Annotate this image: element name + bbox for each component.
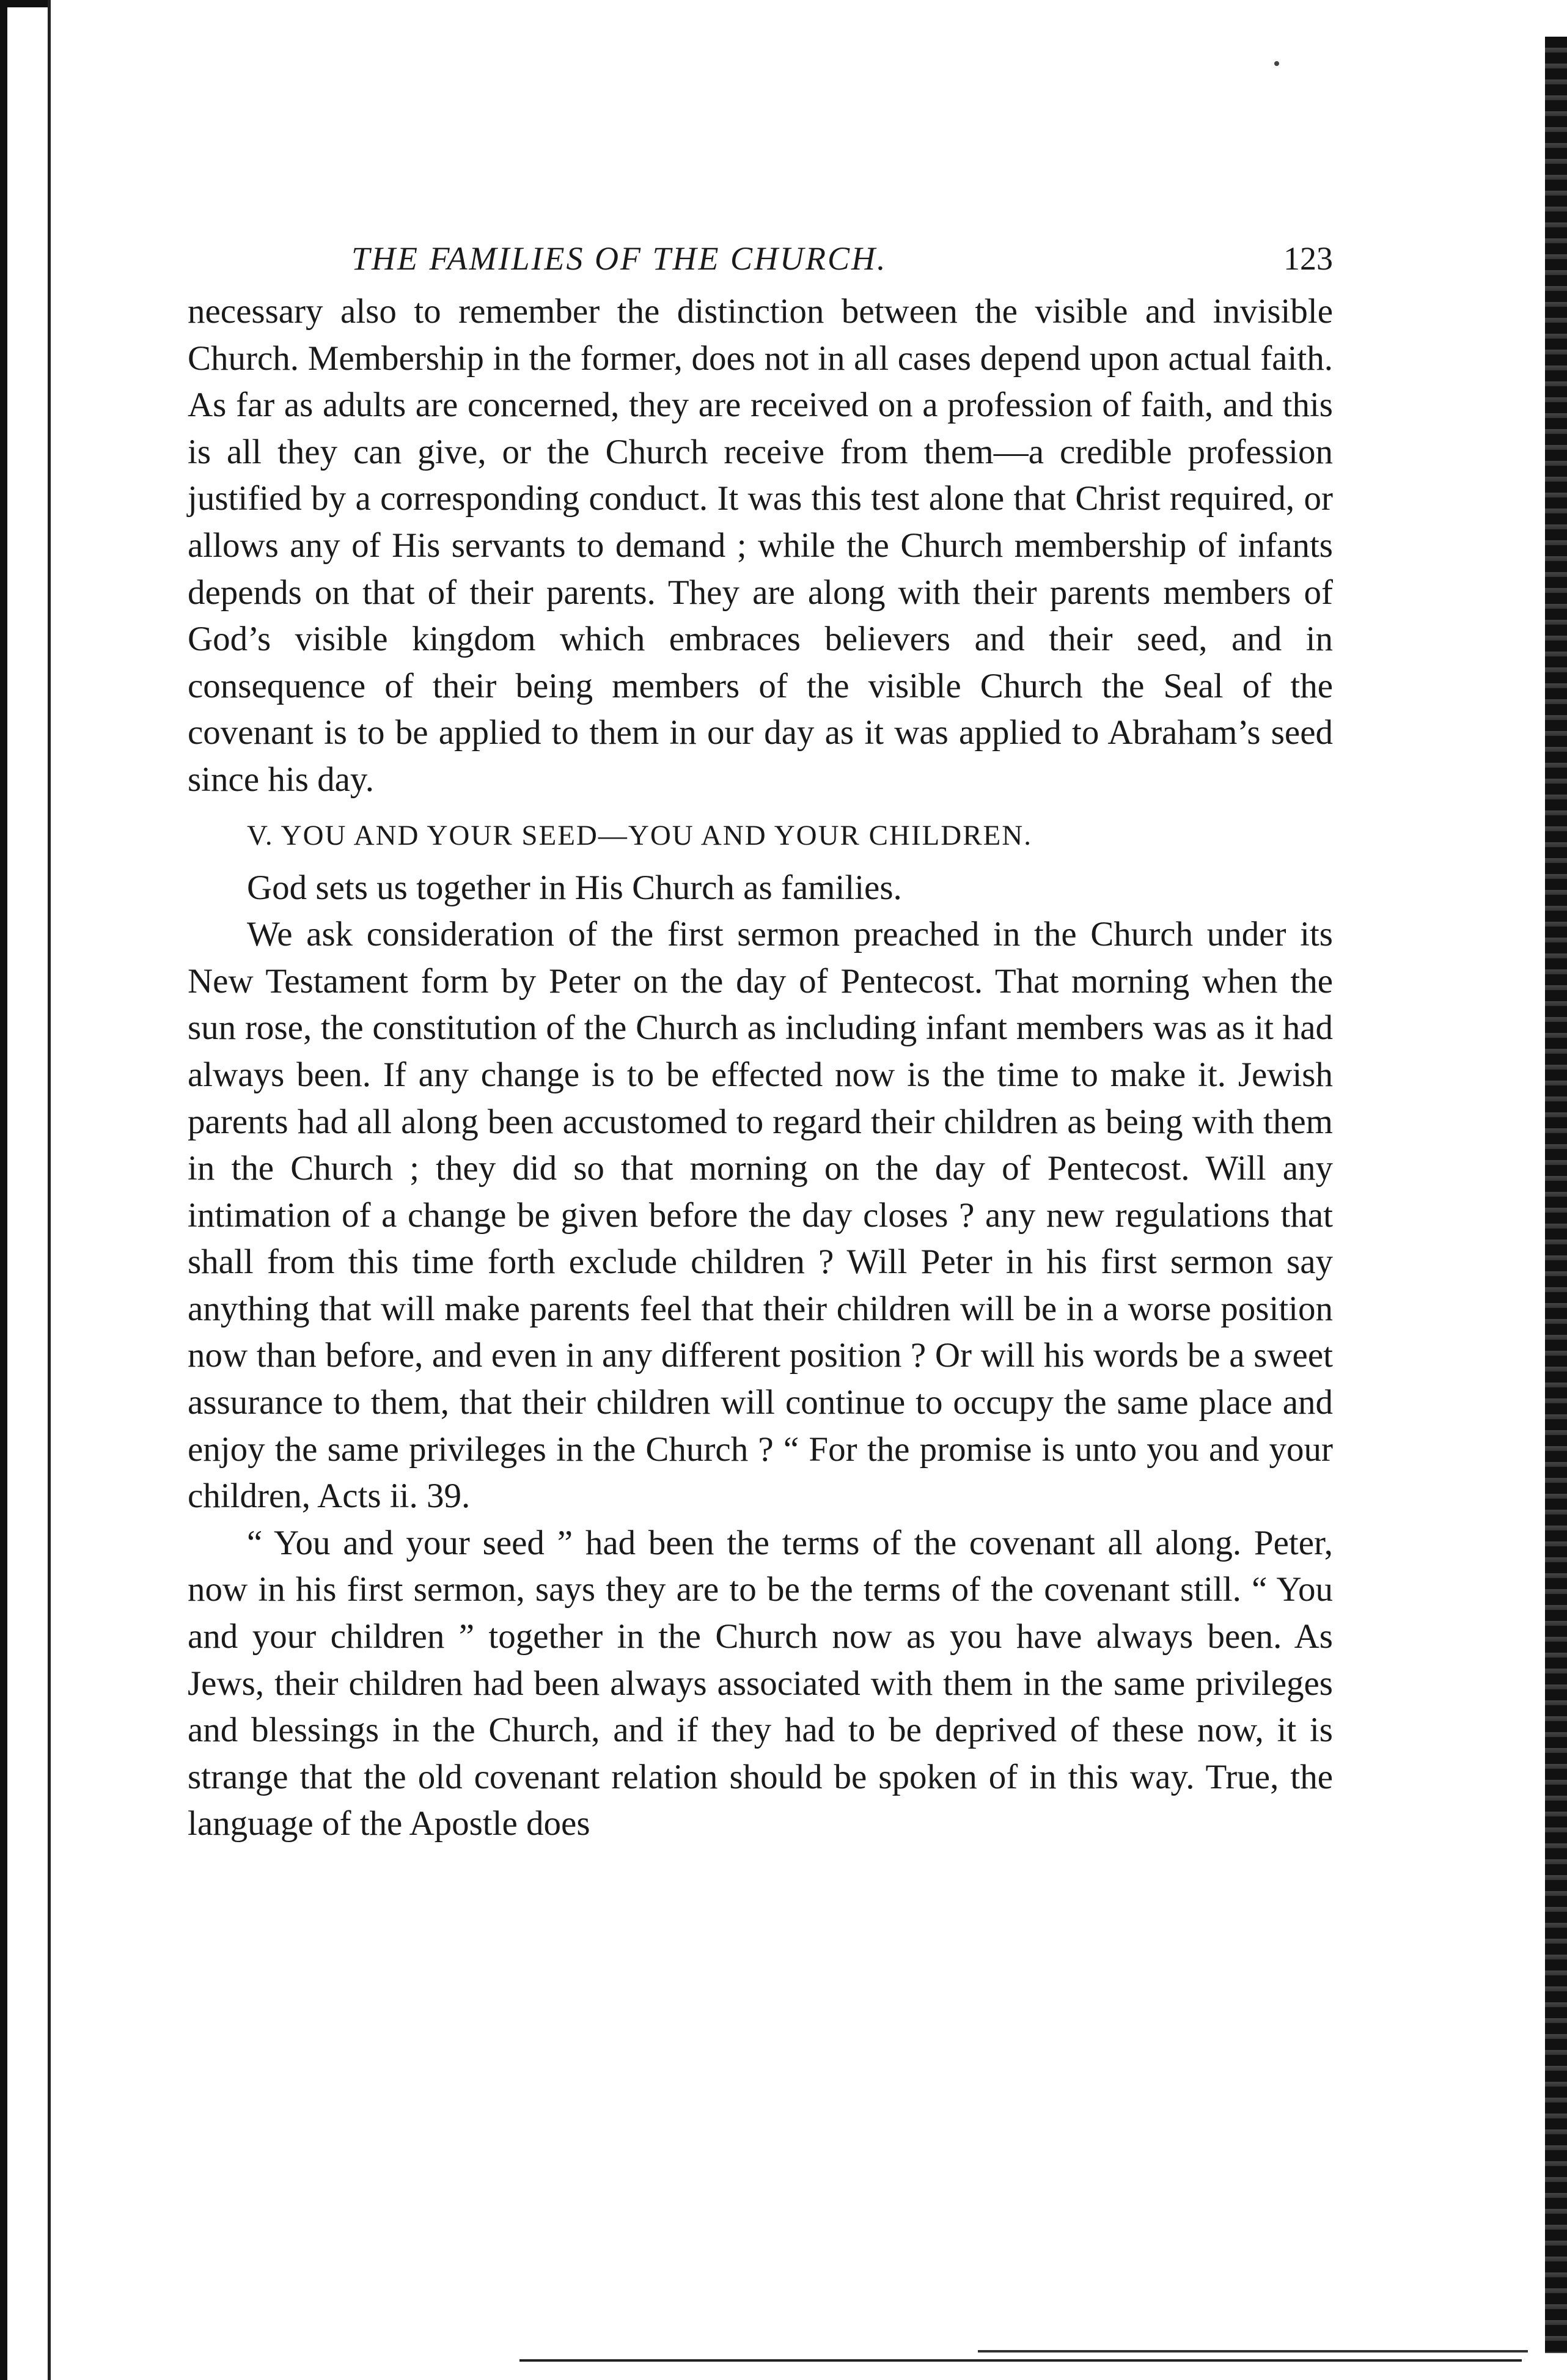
paragraph-continued: necessary also to remember the distinction between the visible and invisible Church. Membership in the former, does not in all cases depend upon actual faith. As far as adults are concerned, they are received on a profession of faith, and this is all they can give, or the Church receive from them—a credible profession justified by a corresponding conduct. It was this test alone that Christ required, or allows any of His servants to demand ; while the Church membership of infants depends on that of their parents. They are along with their parents members of God’s visible kingdom which embraces believers and their seed, and in consequence of their being members of the visible Church the Seal of the covenant is to be applied to them in our day as it was applied to Abraham’s seed since his day. [188, 292, 1333, 799]
section-paragraph-1: God sets us together in His Church as families. [247, 868, 902, 907]
section-paragraph-3: “ You and your seed ” had been the terms of the covenant all along. Peter, now in his first sermon, says they are to be the terms of the covenant still. “ You and your children ” together in the Church now as you have always been. As Jews, their children had been always associated with them in the same privileges and blessings in the Church, and if they had to be deprived of these now, it is strange that the old covenant relation should be spoken of in this way. True, the language of the Apostle does [188, 1523, 1333, 1843]
scan-gutter-line [48, 0, 51, 2380]
scan-border-bottom [519, 2359, 1522, 2362]
running-head [188, 240, 1333, 288]
section-paragraph-2: We ask consideration of the first sermon preached in the Church under its New Testament form by Peter on the day of Pentecost. That morning when the sun rose, the constitution of the Church as including infant members was as it had always been. If any change is to be effected now is the time to make it. Jewish parents had all along been accustomed to regard their children as being with them in the Church ; they did so that morning on the day of Pentecost. Will any intimation of a change be given before the day closes ? any new regulations that shall from this time forth exclude children ? Will Peter in his first sermon say anything that will make parents feel that their children will be in a worse position now than before, and even in any different position ? Or will his words be a sweet assurance to them, that their children will continue to occupy the same place and enjoy the same privileges in the Church ? “ For the promise is unto you and your children, Acts ii. 39. [188, 915, 1333, 1516]
page-number: 123 [1283, 240, 1333, 277]
body-text [188, 288, 1333, 1848]
scan-speck [1274, 61, 1279, 66]
scan-border-corner [0, 0, 49, 7]
scan-border-bottom-secondary [978, 2350, 1528, 2352]
scan-border-right [1545, 37, 1567, 2353]
scan-border-left [0, 0, 7, 2380]
running-title: THE FAMILIES OF THE CHURCH. [351, 240, 887, 277]
section-heading: V. YOU AND YOUR SEED—YOU AND YOUR CHILDREN. [247, 819, 1032, 851]
